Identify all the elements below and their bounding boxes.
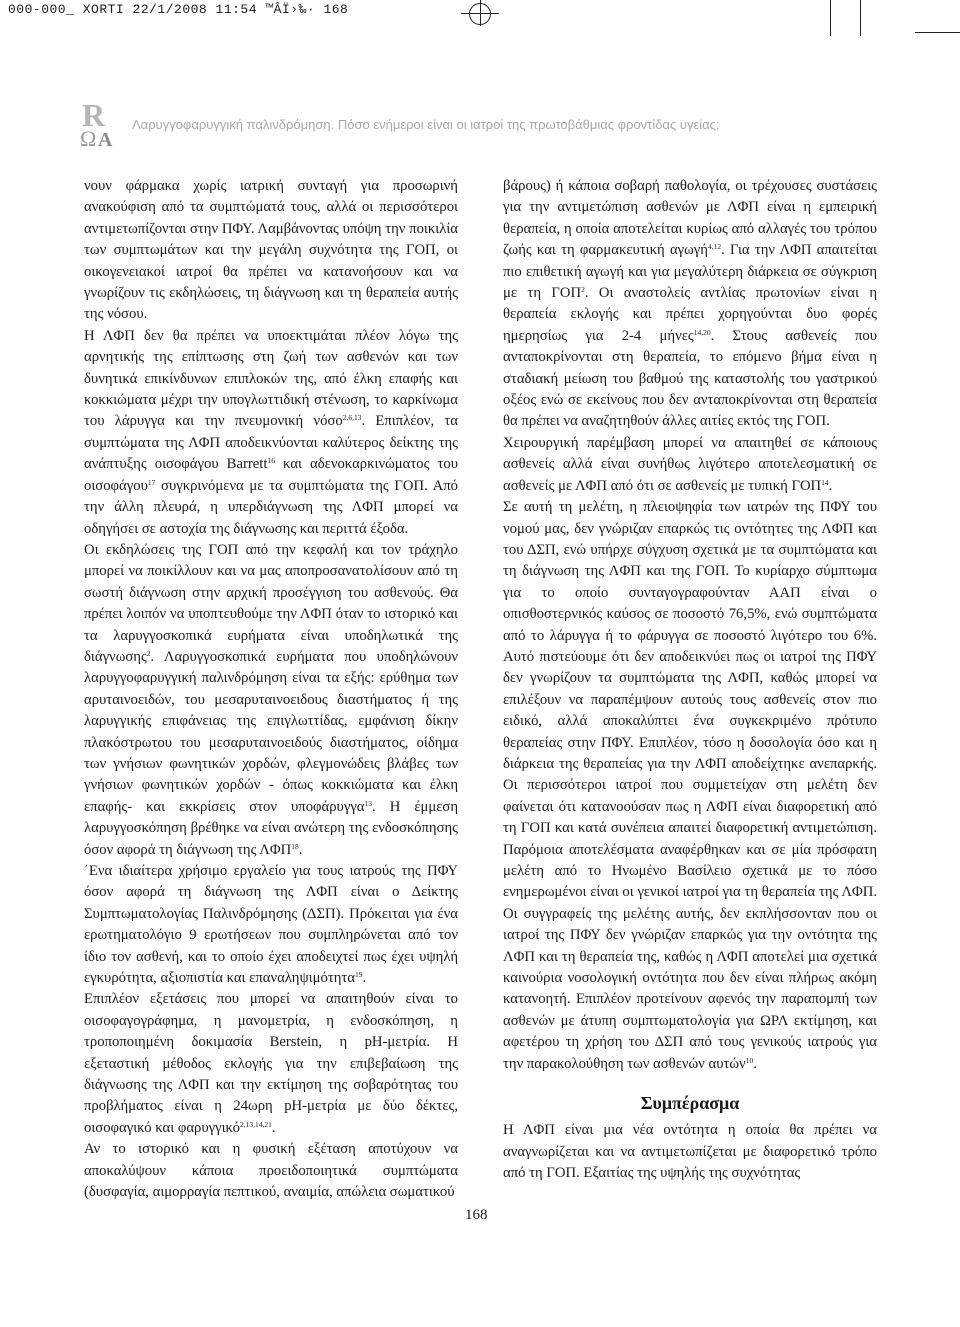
paragraph: Οι εκδηλώσεις της ΓΟΠ από την κεφαλή και τον τράχηλο μπορεί να ποικίλλουν και να μας αποπροσανατολίσουν από τη σωστή διάγνωση στην αρχική προσέγγιση του ασθενούς. Θα πρέπει λοιπόν να υποπτευθούμε την ΛΦΠ όταν το ιστορικό και τα λαρυγγοσκοπικά ευρήματα είναι υποδηλωτικά της διάγνωσης$^2$. Λαρυγγοσκοπικά ευρήματα που υποδηλώνουν λαρυγγοφαρυγγική παλινδρόμηση είναι τα εξής: ερύθημα των αρυταινοειδών, του μεσαρυταινοειδους διαστήματος ή της λαρυγγικής επιφάνειας της επιγλωττίδας, εμφάνιση δίκην πλακόστρωτου του μεσαρυταινοειδούς διαστήματος, οίδημα των γνήσιων φωνητικών χορδών, φλεγμονώδεις βλάβες των γνήσιων φωνητικών χορδών - όπως κοκκιώματα και έλκη επαφής- και εκκρίσεις στον υποφάρυγγα$^{13}$. Η έμμεση λαρυγγοσκόπηση βρέθηκε να είναι ανώτερη της ενδοσκόπησης όσον αφορά τη διάγνωση της ΛΦΠ$^{18}$. (84, 541, 459, 858)
journal-logo-icon (78, 96, 128, 150)
paragraph: Επιπλέον εξετάσεις που μπορεί να απαιτηθούν είναι το οισοφαγογράφημα, η μανομετρία, η ενδοσκόπηση, η τροποποιημένη δοκιμασία Berstein, η pH-μετρία. Η εξεταστική μέθοδος εκλογής για την επιβεβαίωση της διάγνωσης της ΛΦΠ και την εκτίμηση της σοβαρότητας του προβλήματος είναι η 24ωρη pH-μετρία με δύο δέκτες, οισοφαγικό και φαρυγγικό$^{2,13,14,21}$. (84, 991, 458, 1136)
svg-text:A: A (98, 129, 113, 150)
page-number: 168 (465, 1207, 488, 1223)
right-column (503, 176, 877, 1185)
running-header (78, 96, 878, 150)
svg-text:R: R (82, 97, 106, 133)
paragraph: ΄Ενα ιδιαίτερα χρήσιμο εργαλείο για τους ιατρούς της ΠΦΥ όσον αφορά τη διάγνωση της ΛΦΠ είναι ο Δείκτης Συμπτωματολογίας Παλινδρόμησης (ΔΣΠ). Πρόκειται για ένα ερωτηματολόγιο 9 ερωτήσεων που συμπληρώνεται από τον ίδιο τον ασθενή, και το οποίο έχει αποδειχτεί πως έχει υψηλή εγκυρότητα, αξιοπιστία και επαναληψιμότητα$^{19}$. (84, 863, 458, 987)
paragraph: Χειρουργική παρέμβαση μπορεί να απαιτηθεί σε κάποιους ασθενείς αλλά είναι συνήθως λιγότερο αποτελεσματική σε ασθενείς με ΛΦΠ από ότι σε ασθενείς με τυπική ΓΟΠ$^{14}$. (503, 434, 877, 494)
section-heading: Συμπέρασμα (640, 1093, 740, 1114)
paragraph: Η ΛΦΠ είναι μια νέα οντότητα η οποία θα πρέπει να αναγνωρίζεται και να αντιμετωπίζεται με διαφορετικό τρόπο από τη ΓΟΠ. Εξαιτίας της υψηλής της συχνότητας (503, 1122, 877, 1182)
svg-text:Ω: Ω (80, 126, 97, 150)
paragraph: Σε αυτή τη μελέτη, η πλειοψηφία των ιατρών της ΠΦΥ του νομού μας, δεν γνώριζαν επαρκώς τις οντότητες της ΛΦΠ και του ΔΣΠ, ενώ υπήρχε σύγχυση σχετικά με τα συμπτώματα και τη διάγνωση της ΛΦΠ και της ΓΟΠ. Το κυρίαρχο σύμπτωμα για το οποίο συνταγογραφούνταν ΑΑΠ είναι ο οπισθοστερνικός καύσος σε ποσοστό 76,5%, ενώ συμπτώματα από το λάρυγγα ή το φάρυγγα σε ποσοστό λιγότερο του 6%. Αυτό πιστεύουμε ότι δεν αποδεικνύει πως οι ιατροί της ΠΦΥ δεν γνωρίζουν τα συμπτώματα της ΛΦΠ, καθώς μπορεί να επιλέξουν να παραπέμψουν αυτούς τους ασθενείς στον πιο ειδικό, αλλά αποκαλύπτει ένα συγκεκριμένο πρότυπο θεραπείας στην ΠΦΥ. Επιπλέον, τόσο η δοσολογία όσο και η διάρκεια της θεραπείας για την ΛΦΠ αποδείχτηκε ανεπαρκής. Οι περισσότεροι ιατροί που συμμετείχαν στη μελέτη δεν φαίνεται ότι κατανοούσαν πως η ΛΦΠ είναι διαφορετική από τη ΓΟΠ και κατά συνέπεια απαιτεί διαφορετική αντιμετώπιση. Παρόμοια αποτελέσματα αναφέρθηκαν και σε μία πρόσφατη μελέτη από το Ηνωμένο Βασίλειο σχετικά με το πόσο ενημερωμένοι είναι οι γενικοί ιατροί για τη θεραπεία της ΛΦΠ. Οι συγγραφείς της μελέτης αυτής, δεν εκπλήσσονταν που οι ιατροί της ΠΦΥ δεν γνώριζαν επαρκώς για την οντότητα της ΛΦΠ και τη θεραπεία της, καθώς η ΛΦΠ αποτελεί μια σχετικά καινούρια νοσολογική οντότητα που δεν είναι πλήρως ακόμη κατανοητή. Επιπλέον προτείνουν αφενός την παραπομπή των ασθενών με άτυπη συμπτωματολογία για ΩΡΛ εκτίμηση, και αφετέρου τη χρήση του ΔΣΠ από τους γενικούς ιατρούς για την παρακολούθηση των ασθενών αυτών$^{10}$. (503, 499, 877, 1072)
print-slug: 000-000_ XORTI 22/1/2008 11:54 ™ÂÏ›‰· 168 (8, 2, 349, 17)
paragraph: βάρους) ή κάποια σοβαρή παθολογία, οι τρέχουσες συστάσεις για την αντιμετώπιση ασθενών με ΛΦΠ είναι η εμπειρική θεραπεία, η οποία αποτελείται κυρίως από αλλαγές του τρόπου ζωής και τη φαρμακευτική αγωγή$^{4,12}$. Για την ΛΦΠ απαιτείται πιο επιθετική αγωγή και για μεγαλύτερη διάρκεια σε σύγκριση με τη ΓΟΠ$^2$. Οι αναστολείς αντλίας πρωτονίων είναι η θεραπεία εκλογής και πρέπει χορηγούνται δυο φορές ημερησίως για 2-4 μήνες$^{14,20}$. Στους ασθενείς που ανταποκρίνονται στη θεραπεία, το επόμενο βήμα είναι η σταδιακή μείωση του βαθμού της καταστολής του γαστρικού οξέος ενώ σε εκείνους που δεν ανταποκρίνονται στη θεραπεία θα πρέπει να αναζητηθούν άλλες αιτίες εκτός της ΓΟΠ. (503, 178, 878, 430)
paragraph: νουν φάρμακα χωρίς ιατρική συνταγή για προσωρινή ανακούφιση από τα συμπτώματά τους, αλλά οι περισσότεροι αντιμετωπίζονται στην ΠΦΥ. Λαμβάνοντας υπόψη την ποικιλία των συμπτωμάτων και την μεγάλη συχνότητα της ΓΟΠ, οι οικογενειακοί ιατροί θα πρέπει να κατανοήσουν και να γνωρίζουν τις εκδηλώσεις, τη διάγνωση και τη θεραπεία αυτής της νόσου. (84, 178, 458, 323)
paragraph: Η ΛΦΠ δεν θα πρέπει να υποεκτιμάται πλέον λόγω της αρνητικής της επίπτωσης στη ζωή των ασθενών και των δυνητικά επικίνδυνων επιπλοκών της, από έλκη επαφής και κοκκιώματα μέχρι την υπογλωττιδική στένωση, το καρκίνωμα του λάρυγγα και την πνευμονική νόσο$^{2,6,13}$. Επιπλέον, τα συμπτώματα της ΛΦΠ αποδεικνύονται καλύτερος δείκτης της ανάπτυξης οισοφάγου Barrett$^{16}$ και αδενοκαρκινώματος του οισοφάγου$^{17}$ συγκρινόμενα με τα συμπτώματα της ΓΟΠ. Από την άλλη πλευρά, η υπερδιάγνωση της ΛΦΠ μπορεί να οδηγήσει σε αστοχία της διάγνωσης και περιττά έξοδα. (84, 327, 459, 537)
paragraph: Αν το ιστορικό και η φυσική εξέταση αποτύχουν να αποκαλύψουν κάποια προειδοποιητικά συμπτώματα (δυσφαγία, αιμορραγία πεπτικού, αναιμία, απώλεια σωματικού (84, 1141, 458, 1201)
running-title: Λαρυγγοφαρυγγική παλινδρόμηση. Πόσο ενήμεροι είναι οι ιατροί της πρωτοβάθμιας φροντίδας υγείας; (132, 117, 720, 132)
registration-mark-right (905, 0, 960, 40)
left-column (84, 176, 458, 1204)
registration-mark-left (447, 0, 507, 30)
